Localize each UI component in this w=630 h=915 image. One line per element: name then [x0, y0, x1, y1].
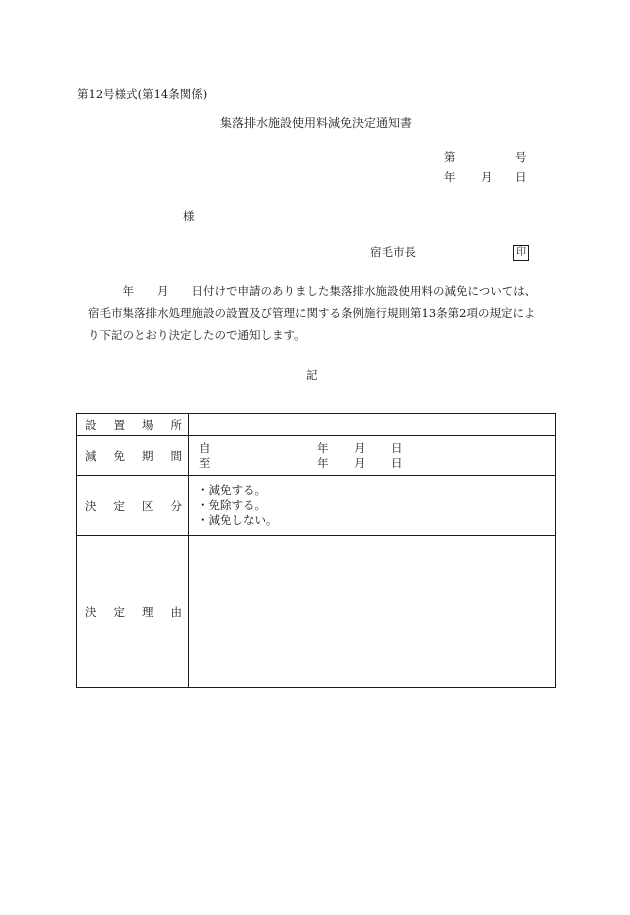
- body-line-3: り下記のとおり決定したので通知します。: [88, 328, 306, 342]
- period-to-line: [189, 456, 555, 471]
- period-from: 自: [199, 441, 211, 455]
- decision-option-exempt[interactable]: ・免除する。: [197, 498, 266, 512]
- decision-label-char: 分: [170, 498, 182, 513]
- period-from-year: 年: [317, 441, 329, 455]
- place-label-char: 場: [142, 417, 154, 432]
- notice-body: [88, 280, 558, 346]
- period-from-day: 日: [391, 441, 403, 455]
- place-label-char: 置: [113, 417, 125, 432]
- period-label-char: 期: [142, 448, 154, 463]
- date-day: 日: [515, 170, 527, 184]
- decision-label: [77, 476, 189, 536]
- period-from-month: 月: [354, 441, 366, 455]
- issuer-name: 宿毛市長: [370, 245, 416, 259]
- reason-value-field[interactable]: [189, 536, 556, 688]
- period-to-month: 月: [354, 456, 366, 470]
- reason-label-char: 決: [85, 604, 97, 619]
- reason-label: [77, 536, 189, 688]
- period-label-char: 免: [113, 448, 125, 463]
- table-row-decision: [77, 476, 556, 536]
- seal-mark: 印: [513, 245, 529, 261]
- table-row-place: [77, 414, 556, 436]
- doc-number-suffix: 号: [515, 150, 527, 164]
- period-label-char: 減: [85, 448, 97, 463]
- ki-heading: 記: [306, 368, 318, 382]
- recipient-honorific: 様: [183, 209, 195, 223]
- place-label-char: 所: [170, 417, 182, 432]
- form-number: 第12号様式(第14条関係): [77, 87, 208, 101]
- details-table: [76, 413, 556, 688]
- place-label-char: 設: [85, 417, 97, 432]
- reason-label-char: 理: [142, 604, 154, 619]
- period-label-char: 間: [170, 448, 182, 463]
- decision-label-char: 区: [142, 498, 154, 513]
- decision-option-reduce[interactable]: ・減免する。: [197, 483, 266, 497]
- table-row-reason: [77, 536, 556, 688]
- period-value-field[interactable]: [189, 436, 556, 476]
- period-from-line: [189, 441, 555, 456]
- date-year: 年: [444, 170, 456, 184]
- doc-number-prefix: 第: [444, 150, 456, 164]
- decision-label-char: 定: [113, 498, 125, 513]
- period-to-day: 日: [391, 456, 403, 470]
- place-value-field[interactable]: [189, 414, 556, 436]
- period-label: [77, 436, 189, 476]
- date-month: 月: [481, 170, 493, 184]
- place-label: [77, 414, 189, 436]
- reason-label-char: 定: [113, 604, 125, 619]
- decision-label-char: 決: [85, 498, 97, 513]
- body-line-1: 年 月 日付けで申請のありました集落排水施設使用料の減免については、: [88, 284, 537, 298]
- period-to-year: 年: [317, 456, 329, 470]
- table-row-period: [77, 436, 556, 476]
- reason-label-char: 由: [170, 604, 182, 619]
- document-title: 集落排水施設使用料減免決定通知書: [220, 116, 413, 130]
- period-to: 至: [199, 456, 211, 470]
- decision-options: [189, 476, 556, 536]
- body-line-2: 宿毛市集落排水処理施設の設置及び管理に関する条例施行規則第13条第2項の規定によ: [88, 306, 536, 320]
- decision-option-no-reduce[interactable]: ・減免しない。: [197, 513, 278, 527]
